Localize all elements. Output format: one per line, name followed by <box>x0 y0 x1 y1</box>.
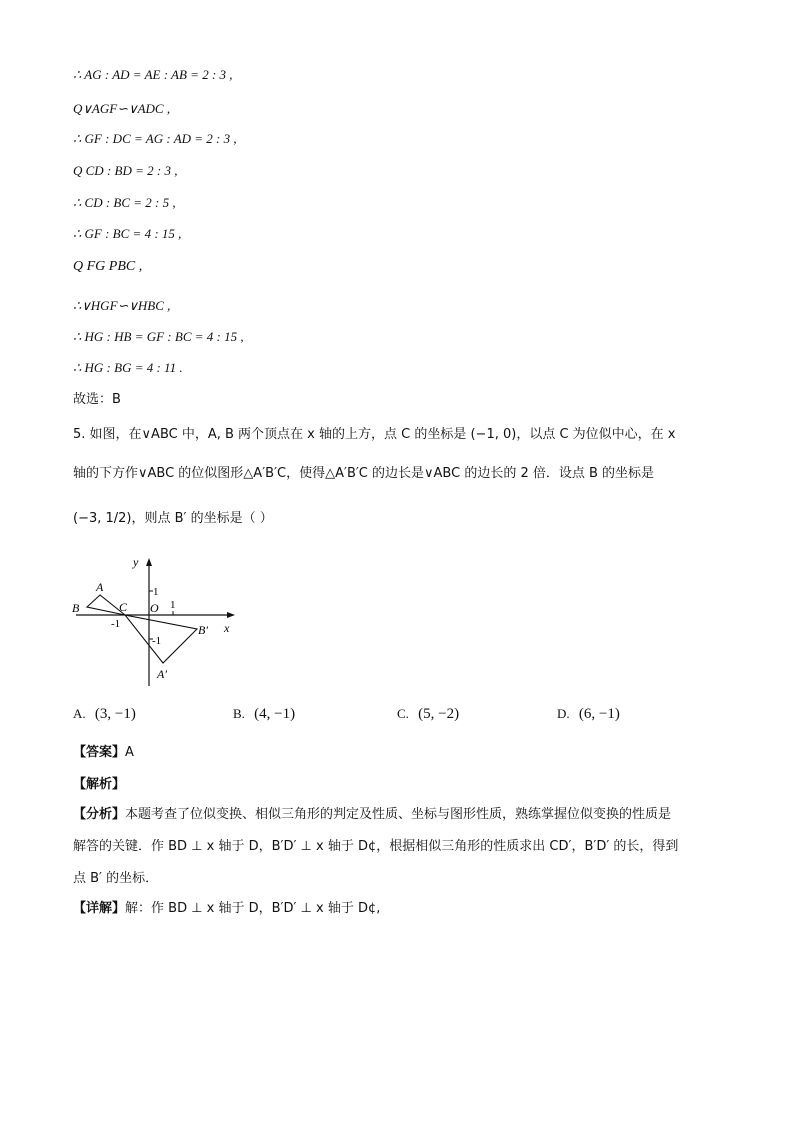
option-b[interactable] <box>233 706 295 723</box>
analysis-line-1 <box>73 806 723 824</box>
solution-line-8: ∴∨HGF∽∨HBC , <box>73 298 171 313</box>
solution-line-4: Q CD : BD = 2 : 3 , <box>73 163 178 178</box>
label-b: B <box>72 601 80 615</box>
label-one-x: 1 <box>170 599 176 611</box>
option-a[interactable] <box>73 706 136 723</box>
detail-label: 【详解】 <box>73 901 126 916</box>
analysis-line-2: 解答的关键．作 BD ⊥ x 轴于 D，B′D′ ⊥ x 轴于 D¢，根据相似三角形的性质求出 CD′，B′D′ 的长，得到 <box>73 839 679 854</box>
solution-line-2: Q∨AGF∽∨ADC , <box>73 101 171 116</box>
option-c-letter: C. <box>397 706 409 721</box>
option-d-letter: D. <box>557 706 570 721</box>
solution-line-3: ∴ GF : DC = AG : AD = 2 : 3 , <box>73 131 237 146</box>
detail-text: 解：作 BD ⊥ x 轴于 D，B′D′ ⊥ x 轴于 D¢, <box>125 901 381 916</box>
solution-line-5: ∴ CD : BC = 2 : 5 , <box>73 195 176 210</box>
label-c: C <box>119 600 128 614</box>
detail-line <box>73 900 723 918</box>
analysis-title: 【解析】 <box>73 777 126 792</box>
question-line-1: 5. 如图，在∨ABC 中，A, B 两个顶点在 x 轴的上方，点 C 的坐标是 (−1, 0)，以点 C 为位似中心，在 x <box>73 427 676 442</box>
label-y: y <box>133 555 139 569</box>
analysis-label: 【分析】 <box>73 807 126 822</box>
solution-line-7: Q FG PBC , <box>73 259 143 274</box>
x-axis-arrow-icon <box>227 612 235 618</box>
label-a: A <box>96 580 104 594</box>
y-axis-arrow-icon <box>146 558 152 566</box>
option-c[interactable] <box>397 706 459 723</box>
label-one-y: 1 <box>153 586 159 598</box>
option-d[interactable] <box>557 706 620 723</box>
answer-line <box>73 744 723 762</box>
label-a-prime: A′ <box>157 667 167 681</box>
option-d-value: (6, −1) <box>578 706 620 722</box>
question-line-3: (−3, 1/2)，则点 B′ 的坐标是（ ） <box>73 511 273 526</box>
option-c-value: (5, −2) <box>418 706 460 722</box>
solution-line-1: ∴ AG : AD = AE : AB = 2 : 3 , <box>73 67 233 82</box>
answer-value: A <box>125 745 134 760</box>
solution-line-9: ∴ HG : HB = GF : BC = 4 : 15 , <box>73 329 244 344</box>
label-neg-one-y: -1 <box>152 635 162 647</box>
option-a-value: (3, −1) <box>94 706 136 722</box>
label-neg-one-x: -1 <box>111 618 121 630</box>
question-line-2: 轴的下方作∨ABC 的位似图形△A′B′C，使得△A′B′C 的边长是∨ABC 的边长的 2 倍．设点 B 的坐标是 <box>73 466 655 481</box>
analysis-text-1: 本题考查了位似变换、相似三角形的判定及性质、坐标与图形性质，熟练掌握位似变换的性质是 <box>125 807 672 822</box>
solution-line-6: ∴ GF : BC = 4 : 15 , <box>73 226 182 241</box>
analysis-line-3: 点 B′ 的坐标． <box>73 871 159 886</box>
option-b-letter: B. <box>233 706 245 721</box>
choice-result: 故选：B <box>73 392 121 407</box>
coordinate-figure <box>70 550 250 690</box>
solution-line-10: ∴ HG : BG = 4 : 11 . <box>73 360 183 375</box>
answer-label: 【答案】 <box>73 745 126 760</box>
option-b-value: (4, −1) <box>254 706 296 722</box>
label-o: O <box>150 601 159 615</box>
label-x: x <box>224 621 230 635</box>
label-b-prime: B′ <box>198 623 208 637</box>
option-a-letter: A. <box>73 706 86 721</box>
